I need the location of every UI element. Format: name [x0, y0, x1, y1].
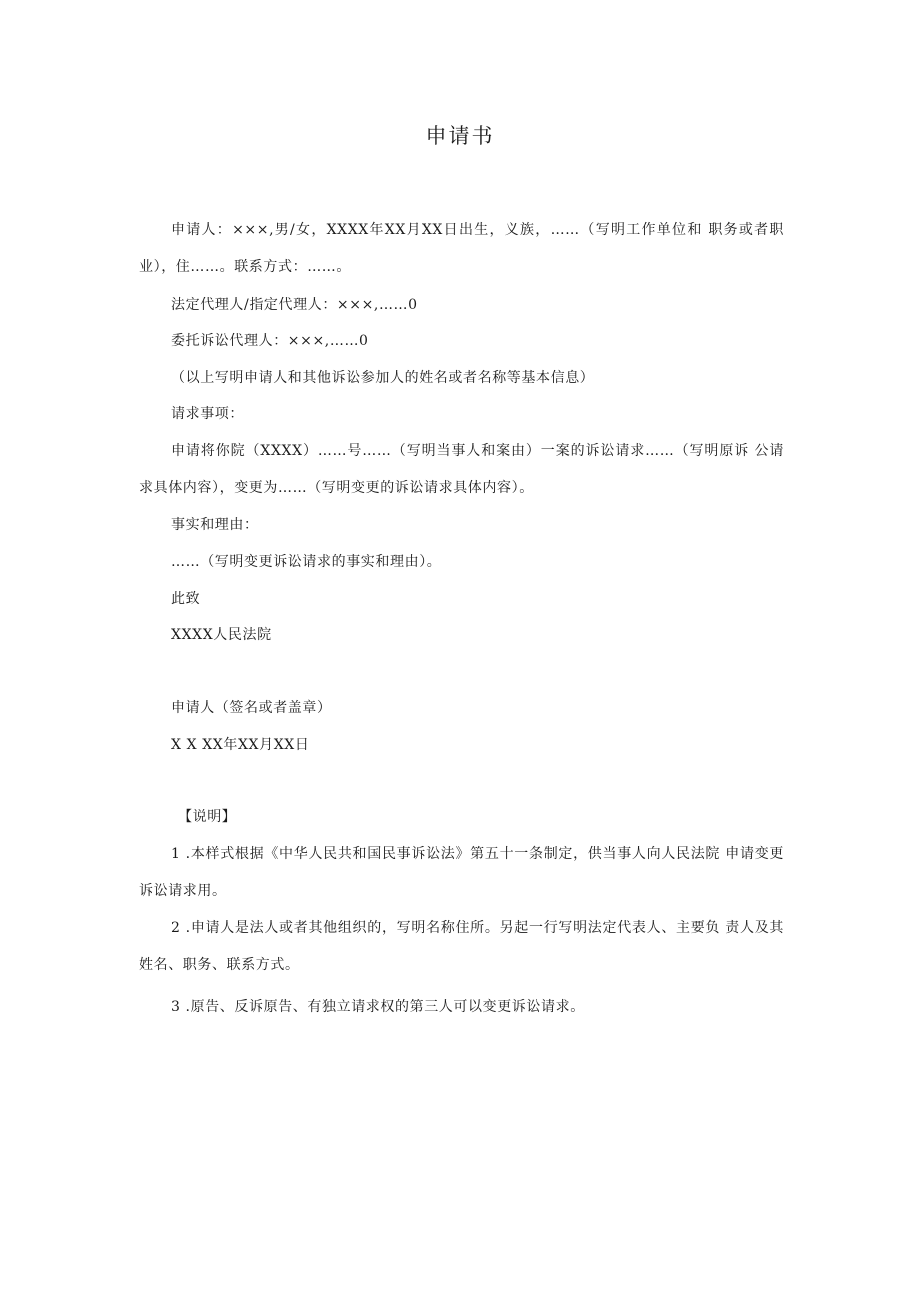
note-item-2: 2 .申请人是法人或者其他组织的，写明名称住所。另起一行写明法定代表人、主要负 责人及其姓名、职务、联系方式。	[139, 920, 784, 973]
facts-heading: 事实和理由：	[171, 517, 259, 533]
note-item-3: 3 .原告、反诉原告、有独立请求权的第三人可以变更诉讼请求。	[171, 999, 585, 1015]
document-title: 申请书	[425, 124, 495, 148]
entrusted-agent-line: 委托诉讼代理人：×××,……0	[171, 333, 369, 349]
signature-line: 申请人（签名或者盖章）	[171, 700, 332, 716]
info-note-line: （以上写明申请人和其他诉讼参加人的姓名或者名称等基本信息）	[171, 370, 595, 386]
note-item-1: 1 .本样式根据《中华人民共和国民事诉讼法》第五十一条制定，供当事人向人民法院 申请变更诉讼请求用。	[139, 846, 784, 899]
request-heading: 请求事项：	[171, 406, 244, 422]
date-line: X X XX年XX月XX日	[171, 737, 310, 753]
applicant-paragraph: 申请人：×××,男/女，XXXX年XX月XX日出生，义族，……（写明工作单位和 职务或者职业），住……。联系方式：……。	[139, 222, 784, 275]
closing-line: 此致	[171, 591, 201, 607]
request-body-paragraph: 申请将你院（XXXX）……号……（写明当事人和案由）一案的诉讼请求……（写明原诉 公请求具体内容），变更为……（写明变更的诉讼请求具体内容）。	[139, 443, 784, 496]
facts-body-line: ……（写明变更诉讼请求的事实和理由）。	[171, 554, 442, 570]
notes-heading: 【说明】	[178, 809, 237, 825]
legal-agent-line: 法定代理人/指定代理人：×××,……0	[171, 297, 418, 313]
court-name-line: XXXX人民法院	[171, 627, 272, 643]
